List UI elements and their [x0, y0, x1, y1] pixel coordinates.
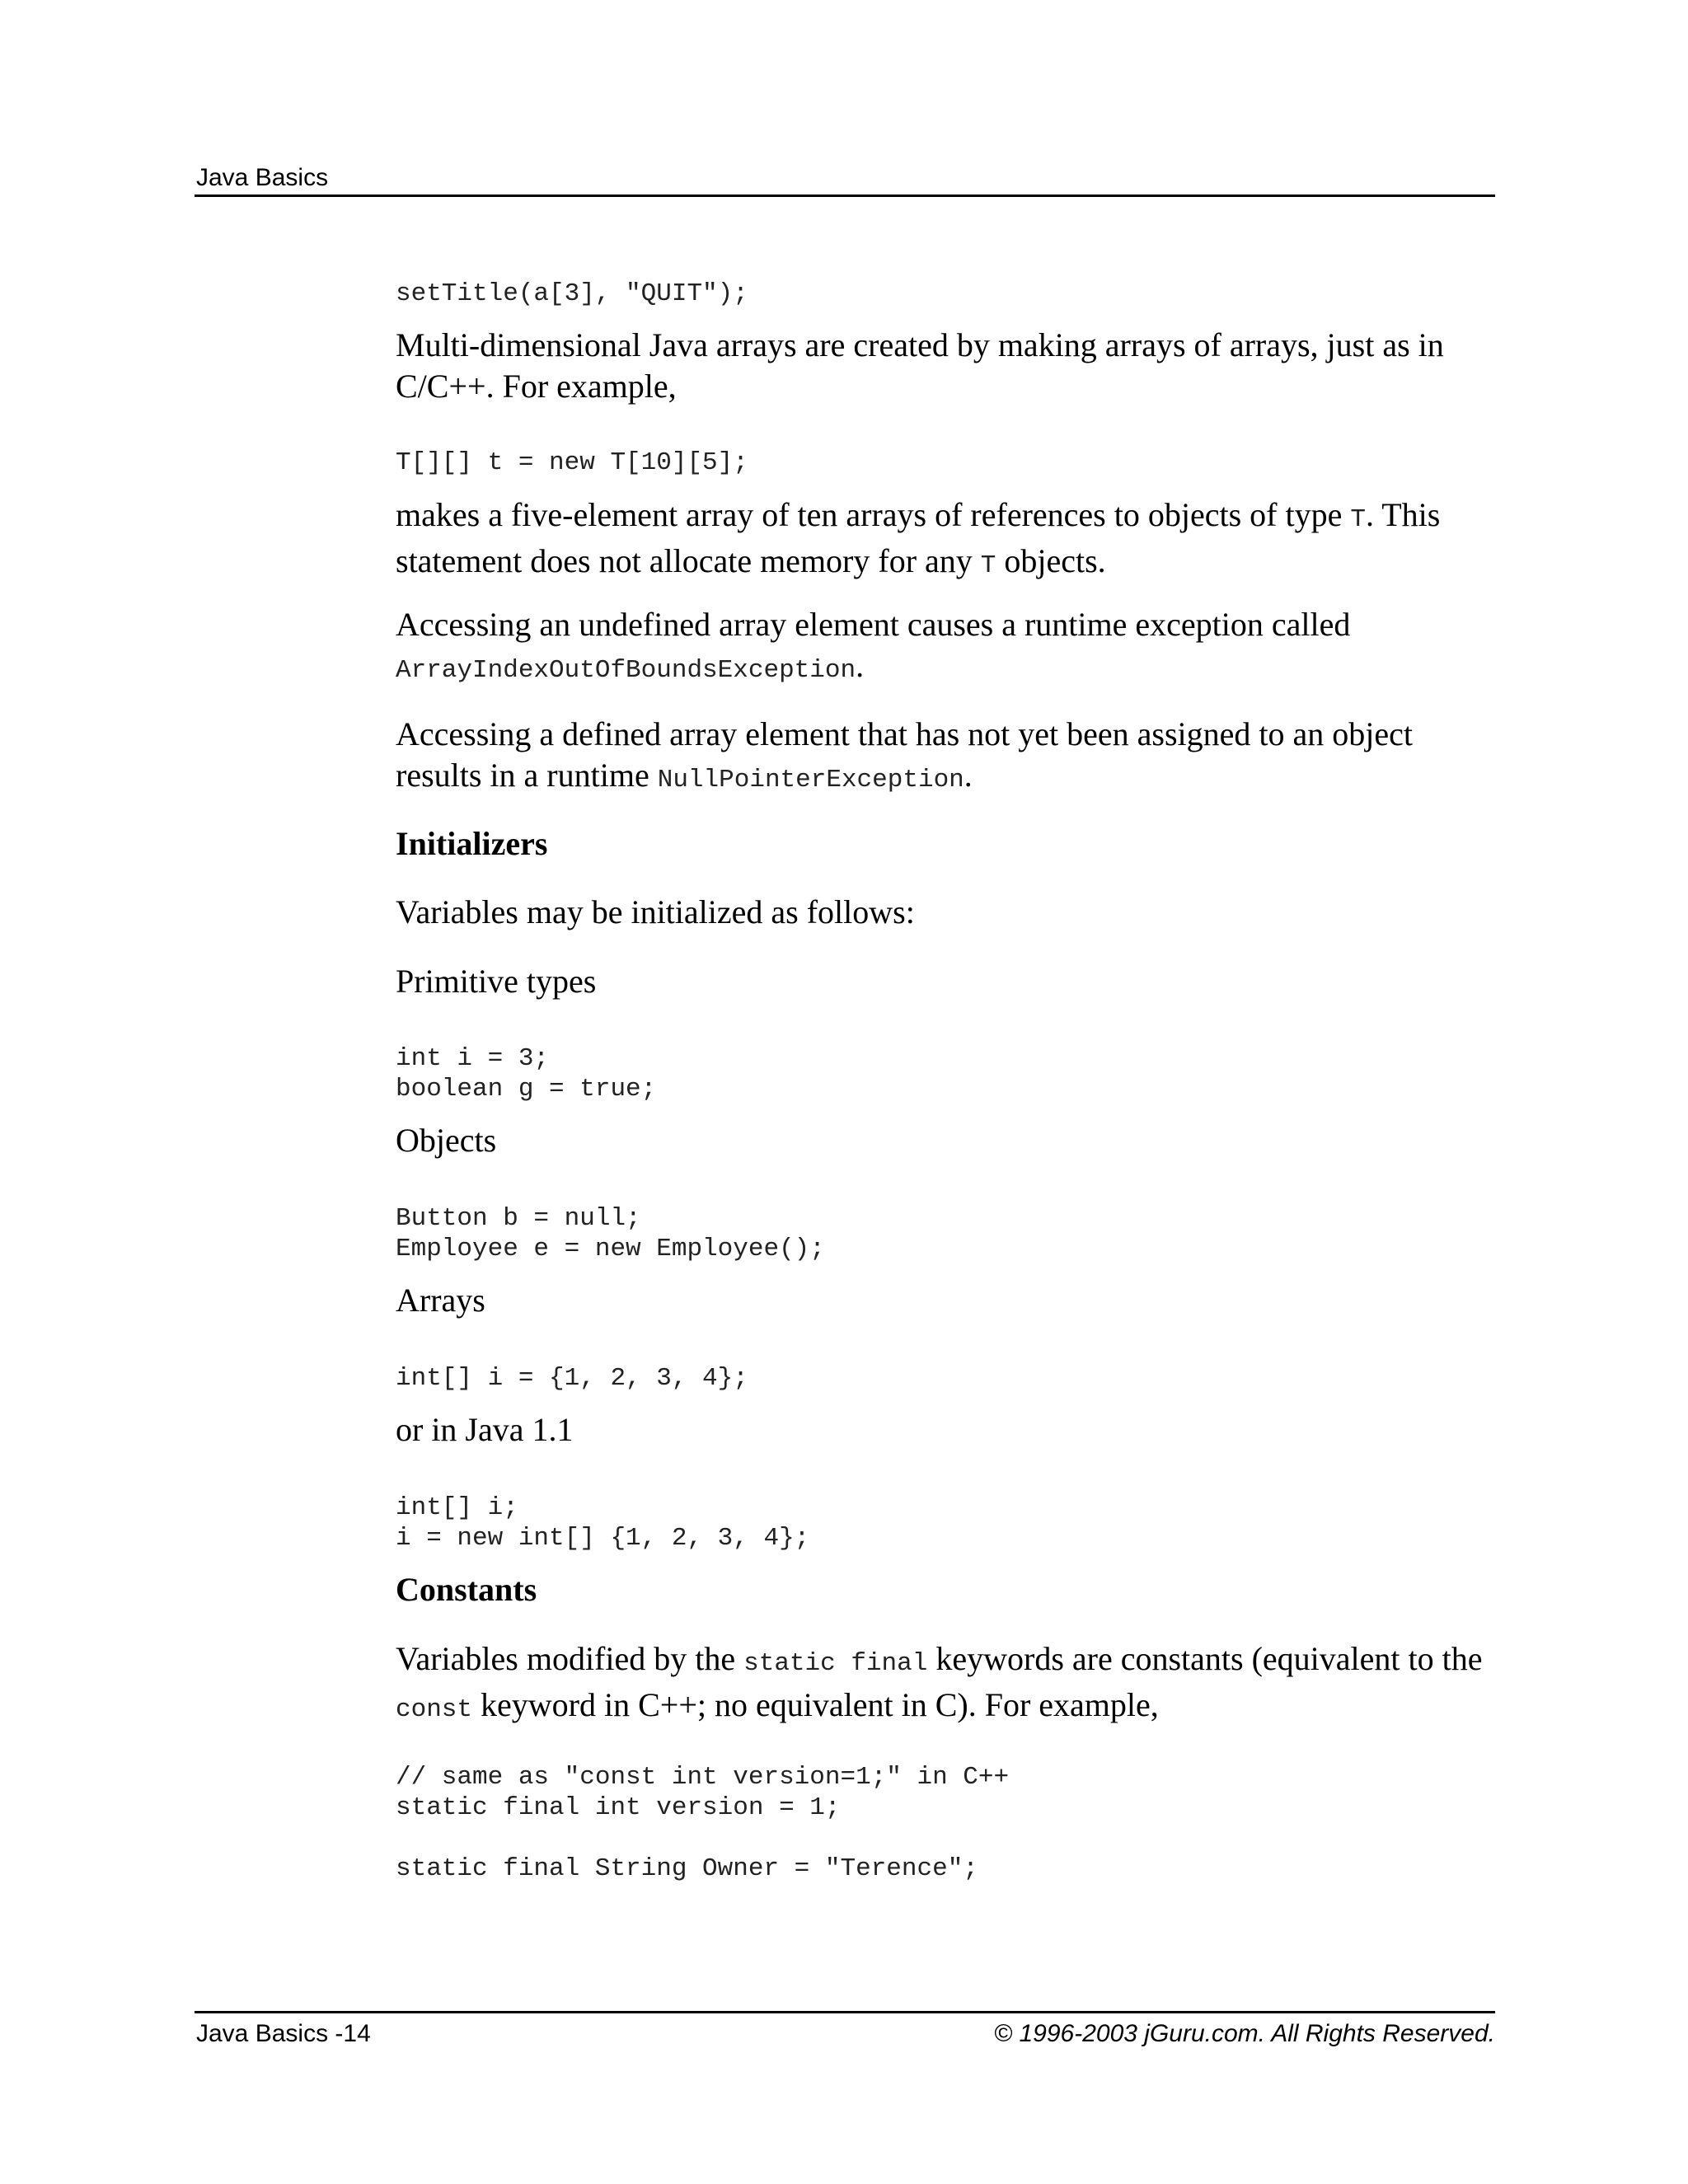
paragraph-primitive-types: Primitive types	[396, 963, 597, 1000]
paragraph-arrays: Arrays	[396, 1282, 485, 1319]
code-settitle: setTitle(a[3], "QUIT");	[396, 279, 748, 308]
paragraph-undefined-element: Accessing an undefined array element causes a runtime exception called ArrayIndexOutOfBoundsException.	[396, 606, 1351, 685]
page-number: Java Basics -14	[196, 2020, 371, 2047]
paragraph-java11: or in Java 1.1	[396, 1411, 574, 1448]
code-constants: // same as "const int version=1;" in C++ static final int version = 1; static final String Owner = "Terence";	[396, 1763, 1010, 1883]
paragraph-makes: makes a five-element array of ten arrays of references to objects of type T. This statement does not allocate memory for any T objects.	[396, 496, 1441, 580]
code-arrays: int[] i = {1, 2, 3, 4};	[396, 1364, 748, 1393]
running-header: Java Basics	[196, 164, 329, 191]
paragraph-constants: Variables modified by the static final keywords are constants (equivalent to the const keyword in C++; no equivalent in C). For example,	[396, 1640, 1483, 1724]
heading-initializers: Initializers	[396, 825, 548, 862]
paragraph-multidim: Multi-dimensional Java arrays are created by making arrays of arrays, just as in C/C++. For example,	[396, 326, 1444, 405]
heading-constants: Constants	[396, 1571, 537, 1608]
code-primitive: int i = 3; boolean g = true;	[396, 1044, 657, 1104]
footer-rule	[195, 2011, 1495, 2013]
code-java11: int[] i; i = new int[] {1, 2, 3, 4};	[396, 1493, 810, 1553]
code-new-t: T[][] t = new T[10][5];	[396, 448, 748, 477]
paragraph-objects: Objects	[396, 1122, 497, 1159]
paragraph-defined-element: Accessing a defined array element that has not yet been assigned to an object results in a runtime NullPointerException.	[396, 715, 1413, 794]
header-rule	[195, 194, 1495, 197]
copyright: © 1996-2003 jGuru.com. All Rights Reserved.	[994, 2020, 1495, 2047]
code-objects: Button b = null; Employee e = new Employee();	[396, 1204, 825, 1263]
paragraph-variables: Variables may be initialized as follows:	[396, 893, 915, 930]
